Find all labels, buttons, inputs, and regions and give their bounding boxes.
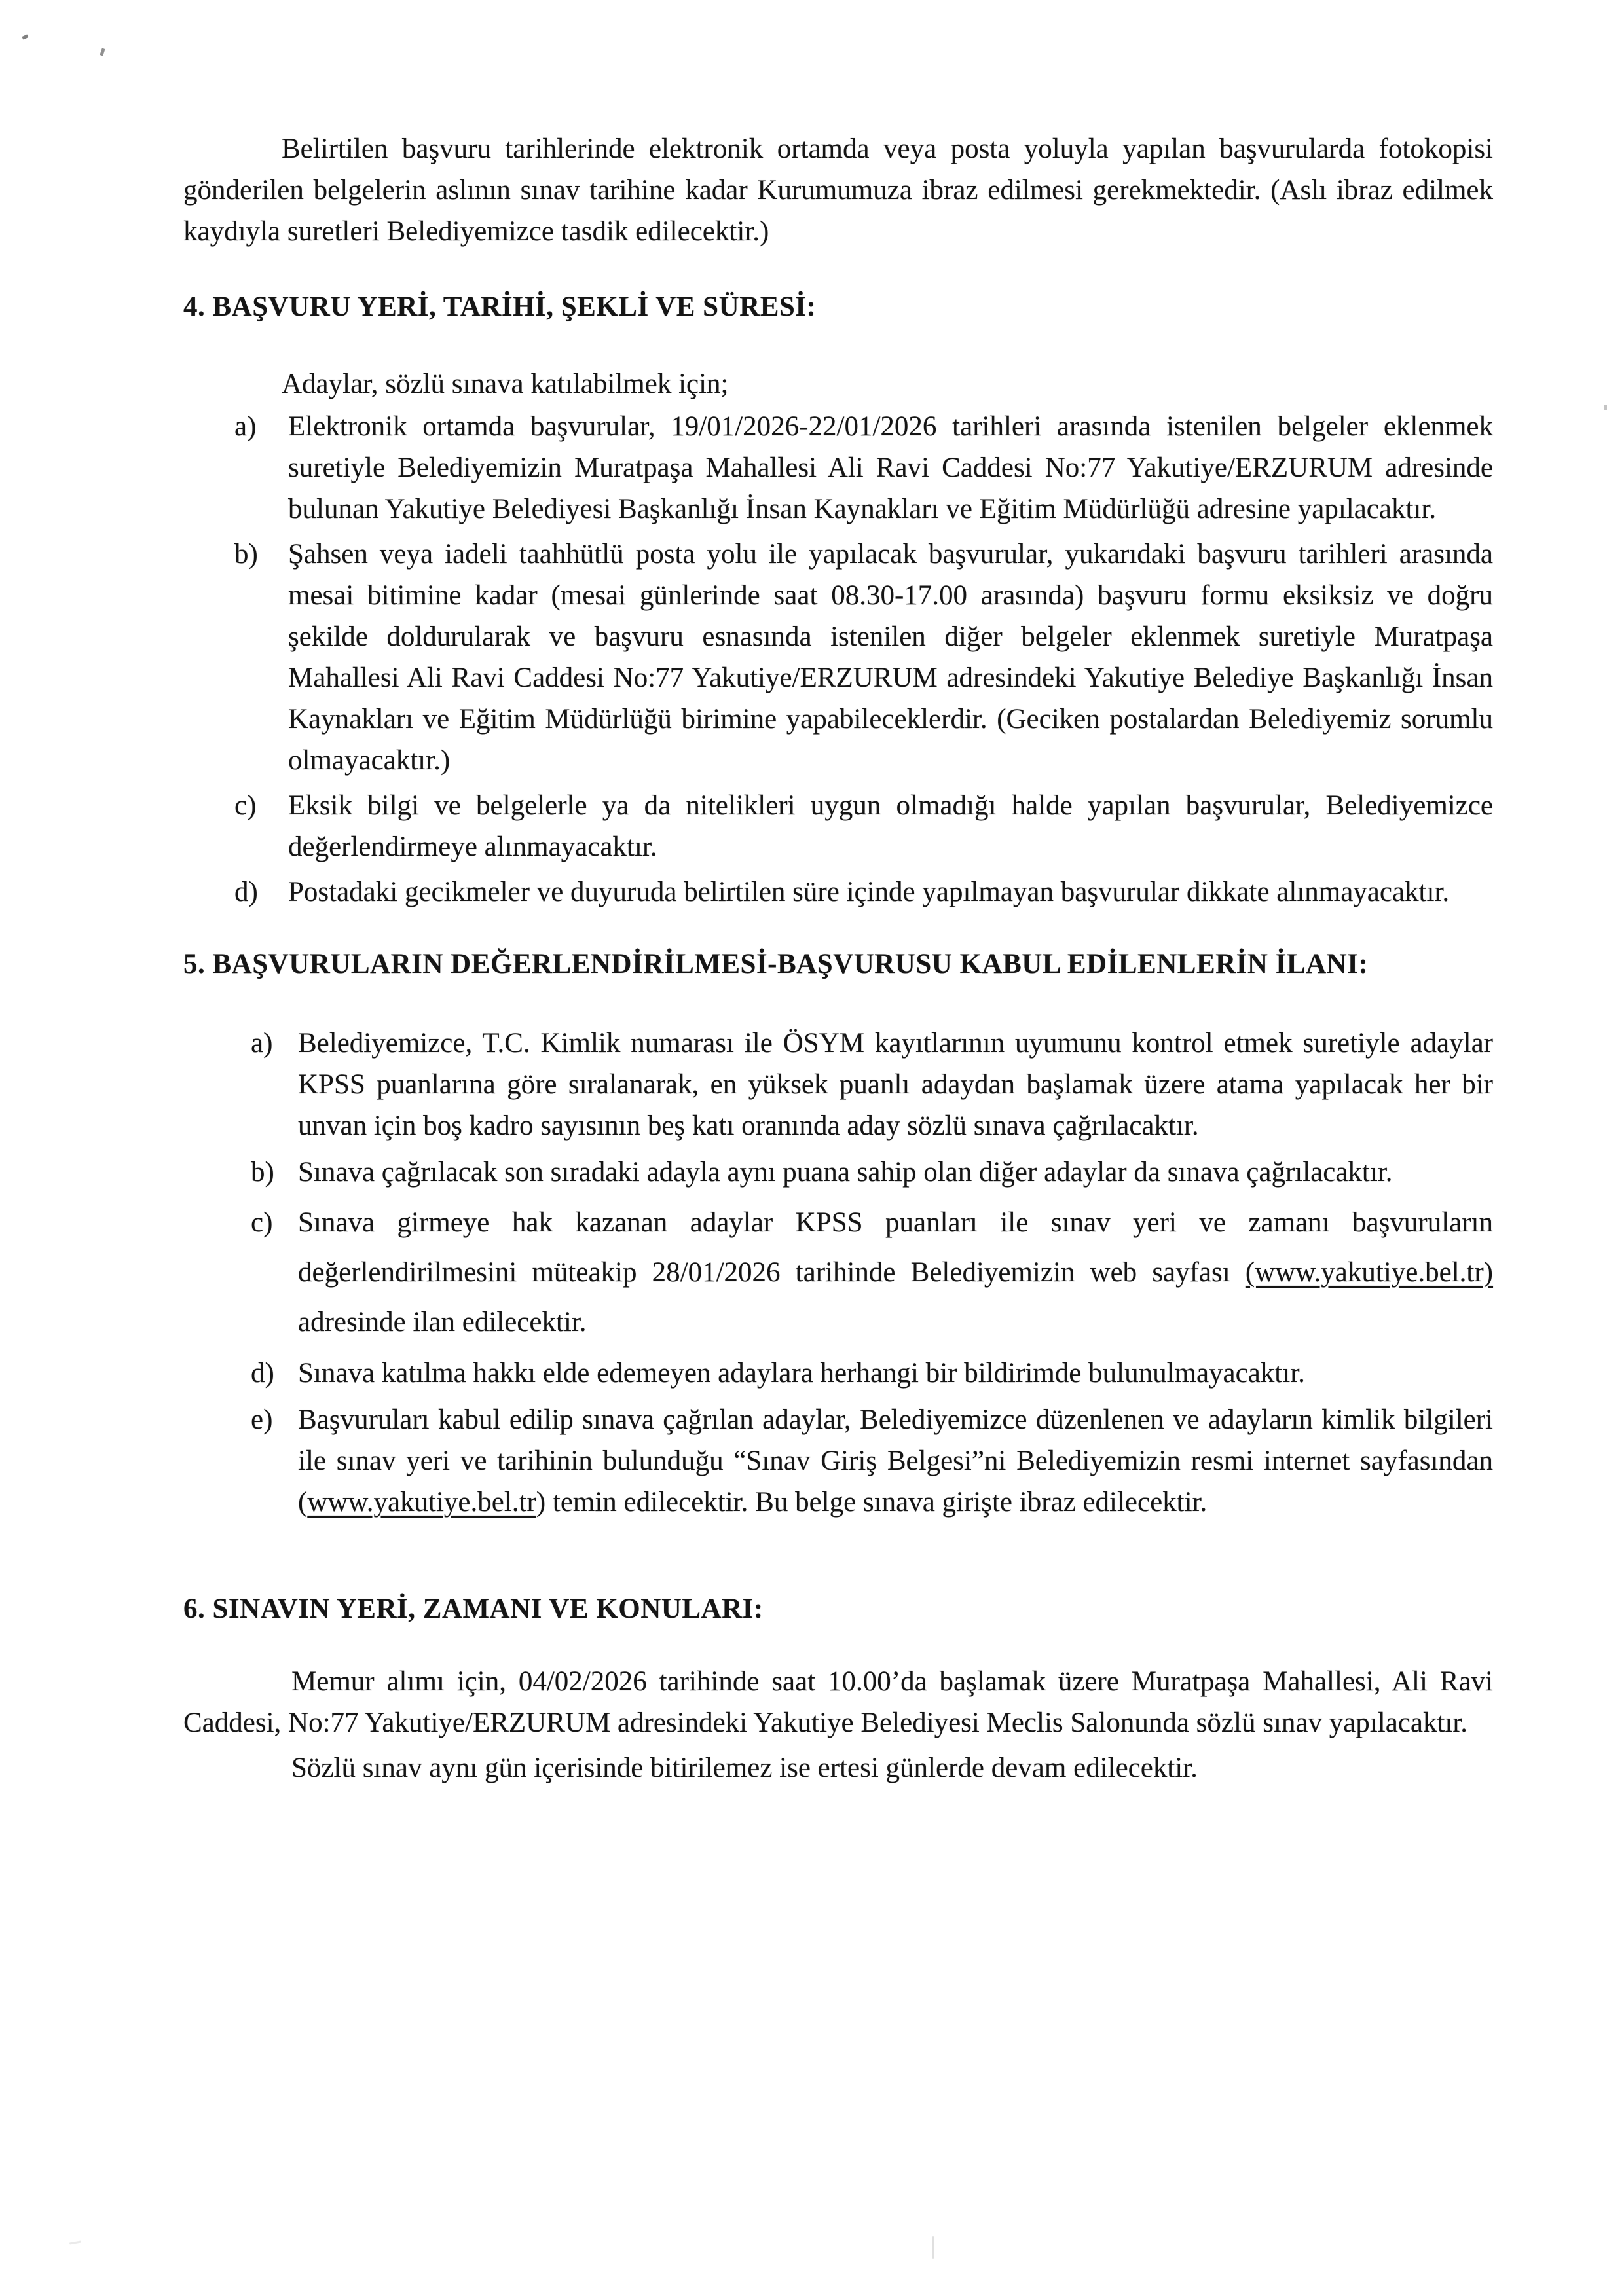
section-4-lead: Adaylar, sözlü sınava katılabilmek için; bbox=[282, 369, 729, 399]
item-letter: c) bbox=[251, 1207, 273, 1238]
item-letter: a) bbox=[234, 411, 257, 442]
list-item-4d bbox=[183, 871, 1493, 913]
website-link[interactable]: www.yakutiye.bel.tr bbox=[307, 1487, 536, 1518]
item-text bbox=[298, 1404, 1493, 1518]
scan-speck bbox=[69, 2240, 81, 2244]
item-text bbox=[298, 1207, 1493, 1338]
item-text-after: ) temin edilecektir. Bu belge sınava girişte ibraz edilecektir. bbox=[536, 1487, 1208, 1518]
list-item-5d bbox=[183, 1353, 1493, 1394]
item-letter: e) bbox=[251, 1404, 273, 1435]
list-item-5a bbox=[183, 1023, 1493, 1146]
scan-speck bbox=[100, 48, 105, 56]
item-letter: b) bbox=[251, 1157, 274, 1188]
item-letter: c) bbox=[234, 790, 257, 821]
section-6-heading: 6. SINAVIN YERİ, ZAMANI VE KONULARI: bbox=[183, 1594, 764, 1624]
item-text: Elektronik ortamda başvurular, 19/01/2026-22/01/2026 tarihleri arasında istenilen belgeler eklenmek suretiyle Belediyemizin Muratpaşa Mahallesi Ali Ravi Caddesi No:77 Yakutiye/ERZURUM adresinde bulunan Yakutiye Belediyesi Başkanlığı İnsan Kaynakları ve Eğitim Müdürlüğü adresine yapılacaktır. bbox=[288, 411, 1493, 524]
scan-speck bbox=[22, 34, 28, 39]
item-text-before: Başvuruları kabul edilip sınava çağrılan adaylar, Belediyemizce düzenlenen ve adayların kimlik bilgileri ile sınav yeri ve tarihinin bulunduğu “Sınav Giriş Belgesi”ni Belediyemizin resmi internet sayfasından ( bbox=[298, 1404, 1493, 1518]
item-text: Şahsen veya iadeli taahhütlü posta yolu ile yapılacak başvurular, yukarıdaki başvuru tarihleri arasında mesai bitimine kadar (mesai günlerinde saat 08.30-17.00 arasında) başvuru formu eksiksiz ve doğru şekilde doldurularak ve başvuru esnasında istenilen diğer belgeler eklenmek suretiyle Muratpaşa Mahallesi Ali Ravi Caddesi No:77 Yakutiye/ERZURUM adresindeki Yakutiye Belediye Başkanlığı İnsan Kaynakları ve Eğitim Müdürlüğü birimine yapabileceklerdir. (Geciken postalardan Belediyemiz sorumlu olmayacaktır.) bbox=[288, 539, 1493, 776]
section-6-paragraph-1: Memur alımı için, 04/02/2026 tarihinde saat 10.00’da başlamak üzere Muratpaşa Mahallesi, Ali Ravi Caddesi, No:77 Yakutiye/ERZURUM adresindeki Yakutiye Belediyesi Meclis Salonunda sözlü sınav yapılacaktır. bbox=[183, 1666, 1493, 1738]
item-letter: d) bbox=[234, 877, 258, 907]
list-item-4c bbox=[183, 785, 1493, 867]
list-item-4a bbox=[183, 406, 1493, 530]
list-item-5c bbox=[183, 1198, 1493, 1347]
item-text-before: Sınava girmeye hak kazanan adaylar KPSS puanları ile sınav yeri ve zamanı başvuruların değerlendirilmesini müteakip 28/01/2026 tarihinde Belediyemizin web sayfası bbox=[298, 1207, 1493, 1288]
item-text: Postadaki gecikmeler ve duyuruda belirtilen süre içinde yapılmayan başvurular dikkate alınmayacaktır. bbox=[288, 877, 1450, 907]
scan-speck bbox=[932, 2236, 934, 2259]
item-letter: d) bbox=[251, 1358, 274, 1389]
list-item-5e bbox=[183, 1399, 1493, 1523]
item-text: Sınava katılma hakkı elde edemeyen adaylara herhangi bir bildirimde bulunulmayacaktır. bbox=[298, 1358, 1305, 1389]
section-4-items bbox=[183, 406, 1493, 913]
item-text: Eksik bilgi ve belgelerle ya da nitelikleri uygun olmadığı halde yapılan başvurular, Belediyemizce değerlendirmeye alınmayacaktır. bbox=[288, 790, 1493, 862]
section-5-items bbox=[183, 1023, 1493, 1523]
scan-speck bbox=[1604, 405, 1607, 410]
item-letter: b) bbox=[234, 539, 258, 570]
item-text: Belediyemizce, T.C. Kimlik numarası ile ÖSYM kayıtlarının uyumunu kontrol etmek suretiyle adaylar KPSS puanlarına göre sıralanarak, en yüksek puanlı adaydan başlamak üzere atama yapılacak her bir unvan için boş kadro sayısının beş katı oranında aday sözlü sınava çağrılacaktır. bbox=[298, 1028, 1493, 1141]
item-text-after: adresinde ilan edilecektir. bbox=[298, 1307, 587, 1338]
section-4-heading: 4. BAŞVURU YERİ, TARİHİ, ŞEKLİ VE SÜRESİ: bbox=[183, 291, 817, 322]
item-text: Sınava çağrılacak son sıradaki adayla aynı puana sahip olan diğer adaylar da sınava çağrılacaktır. bbox=[298, 1157, 1393, 1188]
document-body bbox=[183, 128, 1493, 1789]
intro-paragraph: Belirtilen başvuru tarihlerinde elektronik ortamda veya posta yoluyla yapılan başvurularda fotokopisi gönderilen belgelerin aslının sınav tarihine kadar Kurumumuza ibraz edilmesi gerekmektedir. (Aslı ibraz edilmek kaydıyla suretleri Belediyemizce tasdik edilecektir.) bbox=[183, 134, 1493, 247]
website-link[interactable]: (www.yakutiye.bel.tr) bbox=[1245, 1257, 1493, 1288]
section-6-paragraph-2: Sözlü sınav aynı gün içerisinde bitirilemez ise ertesi günlerde devam edilecektir. bbox=[291, 1753, 1198, 1783]
section-5-heading: 5. BAŞVURULARIN DEĞERLENDİRİLMESİ-BAŞVURUSU KABUL EDİLENLERİN İLANI: bbox=[183, 949, 1369, 979]
item-letter: a) bbox=[251, 1028, 273, 1059]
list-item-4b bbox=[183, 534, 1493, 781]
list-item-5b bbox=[183, 1152, 1493, 1193]
